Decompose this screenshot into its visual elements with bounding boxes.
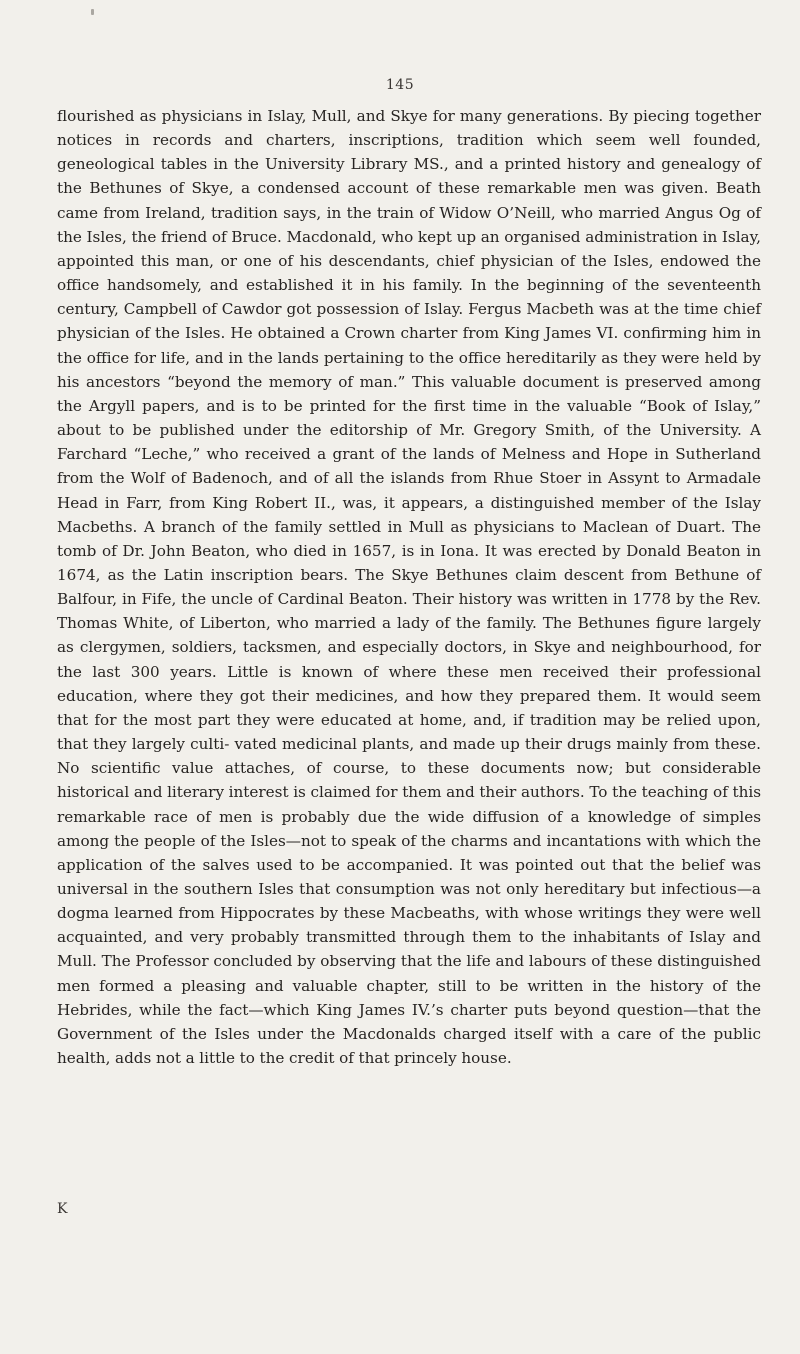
paragraph: flourished as physicians in Islay, Mull, and Skye for many generations. By piecing together notices in records and charters, inscriptions, tradition which seem well founded, geneological tables in the University Library MS., and a printed history and genealogy of the Bethunes of Skye, a condensed account of these remarkable men was given. Beath came from Ireland, tradition says, in the train of Widow O’Neill, who married Angus Og of the Isles, the friend of Bruce. Macdonald, who kept up an organised administration in Islay, appointed this man, or one of his descendants, chief physician of the Isles, endowed the office handsomely, and established it in his family. In the beginning of the seventeenth century, Campbell of Cawdor got possession of Islay. Fergus Macbeth was at the time chief physician of the Isles. He obtained a Crown charter from King James VI. confirming him in the office for life, and in the lands pertaining to the office hereditarily as they were held by his ancestors “beyond the memory of man.” This valuable document is preserved among the Argyll papers, and is to be printed for the first time in the valuable “Book of Islay,” about to be published under the editorship of Mr. Gregory Smith, of the University. A Farchard “Leche,” who received a grant of the lands of Melness and Hope in Sutherland from the Wolf of Badenoch, and of all the islands from Rhue Stoer in Assynt to Armadale Head in Farr, from King Robert II., was, it appears, a distinguished member of the Islay Macbeths. A branch of the family settled in Mull as physicians to Maclean of Duart. The tomb of Dr. John Beaton, who died in 1657, is in Iona. It was erected by Donald Beaton in 1674, as the Latin inscription bears. The Skye Bethunes claim descent from Bethune of Balfour, in Fife, the uncle of Cardinal Beaton. Their history was written in 1778 by the Rev. Thomas White, of Liberton, who married a lady of the family. The Bethunes figure largely as clergymen, soldiers, tacksmen, and especially doctors, in Skye and neighbourhood, for the last 300 years. Little is known of where these men received their professional education, where they got their medicines, and how they prepared them. It would seem that for the most part they were educated at home, and, if tradition may be relied upon, that they largely culti- vated medicinal plants, and made up their drugs mainly from these. No scientific value attaches, of course, to these documents now; but considerable historical and literary interest is claimed for them and their authors. To the teaching of this remarkable race of men is probably due the wide diffusion of a knowledge of simples among the people of the Isles—not to speak of the charms and incantations with which the application of the salves used to be accompanied. It was pointed out that the belief was universal in the southern Isles that consumption was not only hereditary but infectious—a dogma learned from Hippocrates by these Macbeaths, with whose writings they were well acquainted, and very probably transmitted through them to the inhabitants of Islay and Mull. The Professor concluded by observing that the life and labours of these distinguished men formed a pleasing and valuable chapter, still to be written in the history of the Hebrides, while the fact—which King James IV.’s charter puts beyond question—that the Government of the Isles under the Macdonalds charged itself with a care of the public health, adds not a little to the credit of that princely house. bbox=[57, 107, 761, 1068]
signature-mark: K bbox=[57, 1201, 68, 1217]
page-number: 145 bbox=[385, 77, 415, 93]
print-speck bbox=[91, 9, 94, 15]
body-text bbox=[57, 104, 761, 1070]
